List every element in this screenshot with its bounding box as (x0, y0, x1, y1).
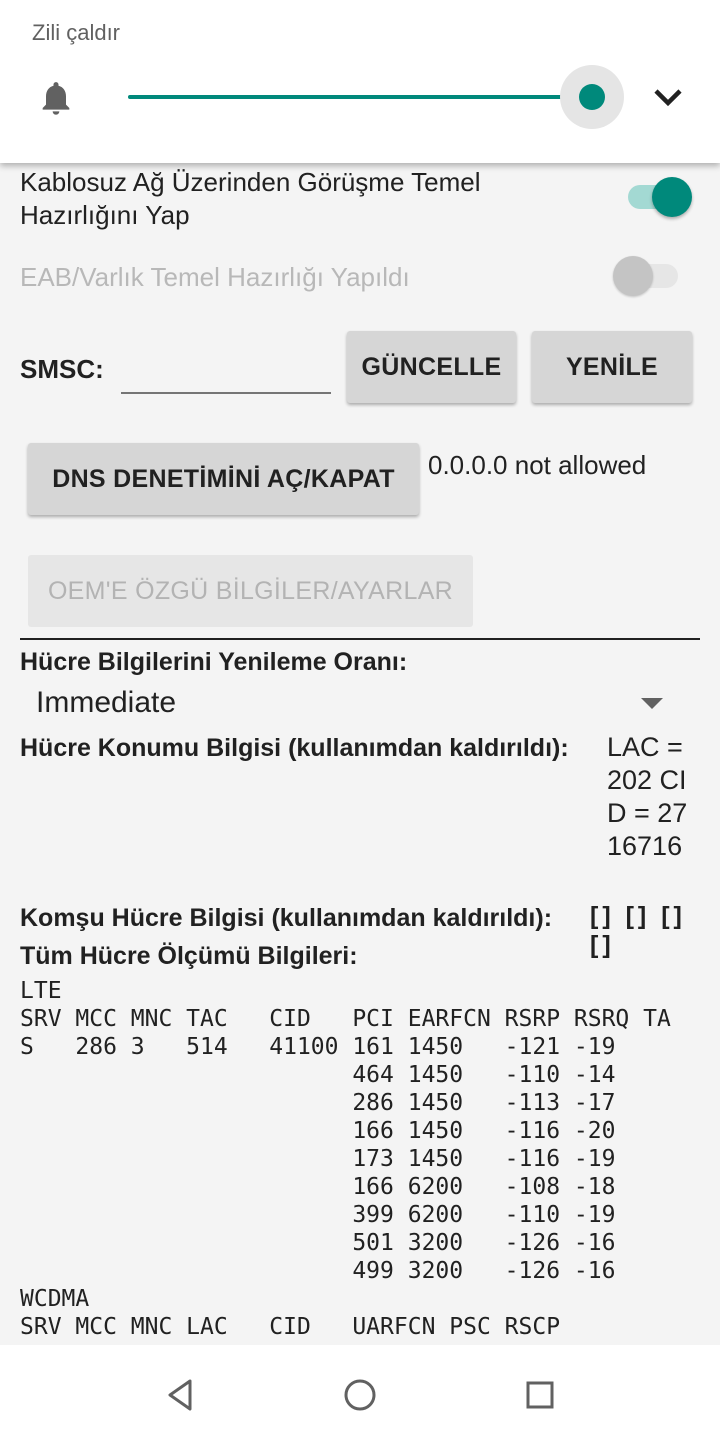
update-button[interactable]: GÜNCELLE (347, 331, 516, 403)
navigation-bar (0, 1345, 720, 1440)
dropdown-arrow-icon (641, 698, 663, 709)
cell-measurements-table: LTE SRV MCC MNC TAC CID PCI EARFCN RSRP RSRQ TA S 286 3 514 41100 161 1450 -121 -19 464 1450 -110 -14 286 1450 -113 -17 166 1450 -116 -20 173 1450 -116 -19 166 6200 -108 -18 399 6200 -110 -19 501 3200 -126 -16 499 3200 -126 -16 WCDMA SRV MCC MNC LAC CID UARFCN PSC RSCP (20, 978, 671, 1340)
switch-thumb (613, 256, 653, 296)
dns-toggle-button[interactable]: DNS DENETİMİNİ AÇ/KAPAT (28, 443, 419, 515)
recents-icon[interactable] (520, 1375, 560, 1415)
refresh-rate-value: Immediate (36, 686, 177, 719)
volume-panel (0, 0, 720, 163)
eab-presence-label: EAB/Varlık Temel Hazırlığı Yapıldı (20, 262, 410, 292)
ringer-volume-slider[interactable] (128, 95, 594, 99)
neighbor-cell-value: [] [] [] [] (590, 902, 686, 959)
refresh-rate-label: Hücre Bilgilerini Yenileme Oranı: (20, 648, 408, 676)
bell-icon[interactable] (36, 76, 76, 120)
home-icon[interactable] (340, 1375, 380, 1415)
cell-location-label: Hücre Konumu Bilgisi (kullanımdan kaldırıldı): (20, 734, 569, 762)
smsc-input[interactable] (121, 340, 331, 394)
dns-status-text: 0.0.0.0 not allowed (428, 450, 647, 480)
switch-thumb (652, 177, 692, 217)
wifi-calling-label: Kablosuz Ağ Üzerinden Görüşme Temel Hazırlığını Yap (20, 167, 481, 230)
cell-location-value: LAC = 202 CID = 2716716 (607, 732, 688, 861)
slider-thumb[interactable] (579, 84, 605, 110)
back-icon[interactable] (160, 1375, 200, 1415)
section-divider (20, 638, 700, 640)
smsc-label: SMSC: (20, 354, 104, 384)
refresh-button[interactable]: YENİLE (532, 331, 692, 403)
neighbor-cell-label: Komşu Hücre Bilgisi (kullanımdan kaldırıldı): (20, 904, 553, 932)
chevron-down-icon[interactable] (650, 82, 686, 112)
volume-panel-title: Zili çaldır (32, 20, 121, 45)
all-cell-measurements-label: Tüm Hücre Ölçümü Bilgileri: (20, 942, 358, 970)
oem-info-button[interactable]: OEM'E ÖZGÜ BİLGİLER/AYARLAR (28, 555, 473, 627)
